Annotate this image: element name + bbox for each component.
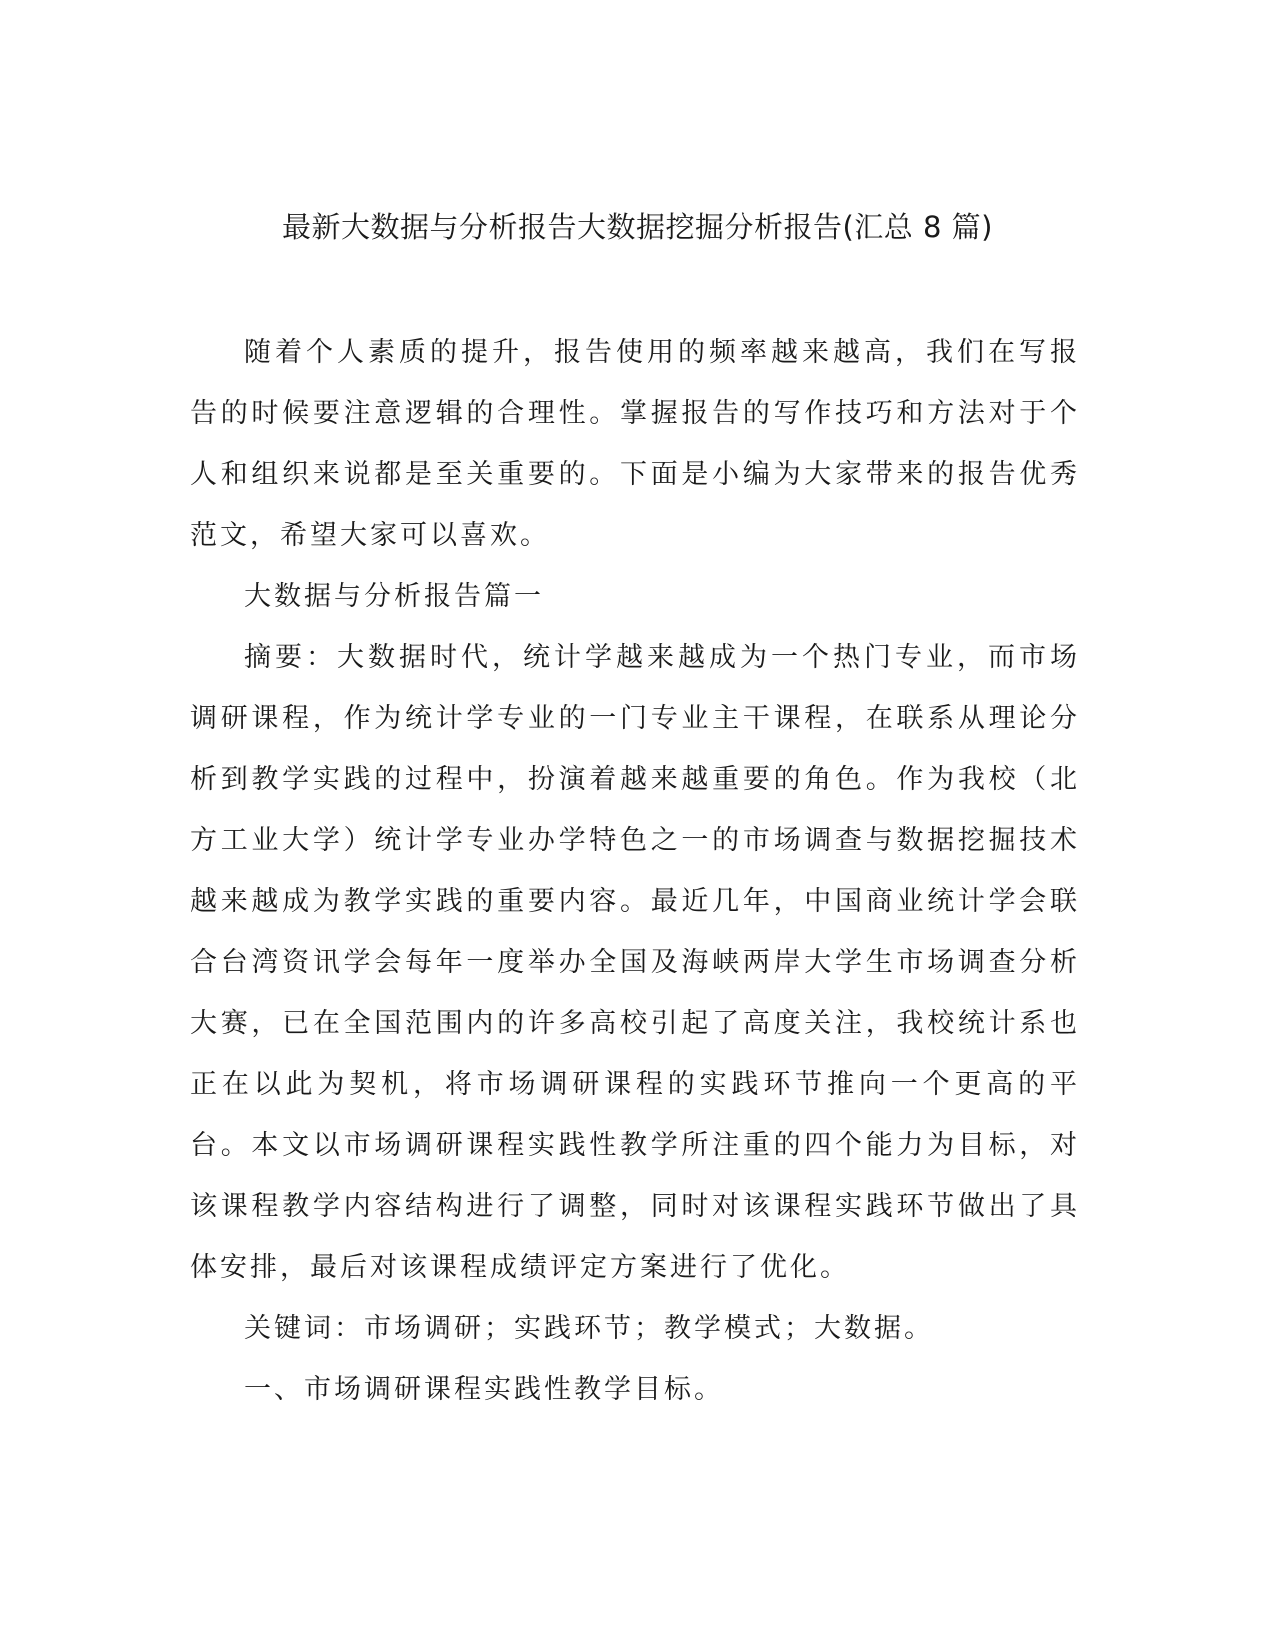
subsection-heading: 一、市场调研课程实践性教学目标。 bbox=[244, 1374, 724, 1405]
section-heading: 大数据与分析报告篇一 bbox=[244, 581, 544, 612]
intro-paragraph: 随着个人素质的提升，报告使用的频率越来越高，我们在写报告的时候要注意逻辑的合理性。掌握报告的写作技巧和方法对于个人和组织来说都是至关重要的。下面是小编为大家带来的报告优秀范文，希望大家可以喜欢。 bbox=[190, 337, 1080, 551]
abstract-paragraph: 摘要：大数据时代，统计学越来越成为一个热门专业，而市场调研课程，作为统计学专业的一门专业主干课程，在联系从理论分析到教学实践的过程中，扮演着越来越重要的角色。作为我校（北方工业大学）统计学专业办学特色之一的市场调查与数据挖掘技术越来越成为教学实践的重要内容。最近几年，中国商业统计学会联合台湾资讯学会每年一度举办全国及海峡两岸大学生市场调查分析大赛，已在全国范围内的许多高校引起了高度关注，我校统计系也正在以此为契机，将市场调研课程的实践环节推向一个更高的平台。本文以市场调研课程实践性教学所注重的四个能力为目标，对该课程教学内容结构进行了调整，同时对该课程实践环节做出了具体安排，最后对该课程成绩评定方案进行了优化。 bbox=[190, 642, 1080, 1283]
document-body bbox=[190, 322, 1080, 1420]
keywords-paragraph: 关键词：市场调研；实践环节；教学模式；大数据。 bbox=[244, 1313, 934, 1344]
document-title: 最新大数据与分析报告大数据挖掘分析报告(汇总 8 篇) bbox=[281, 210, 994, 244]
